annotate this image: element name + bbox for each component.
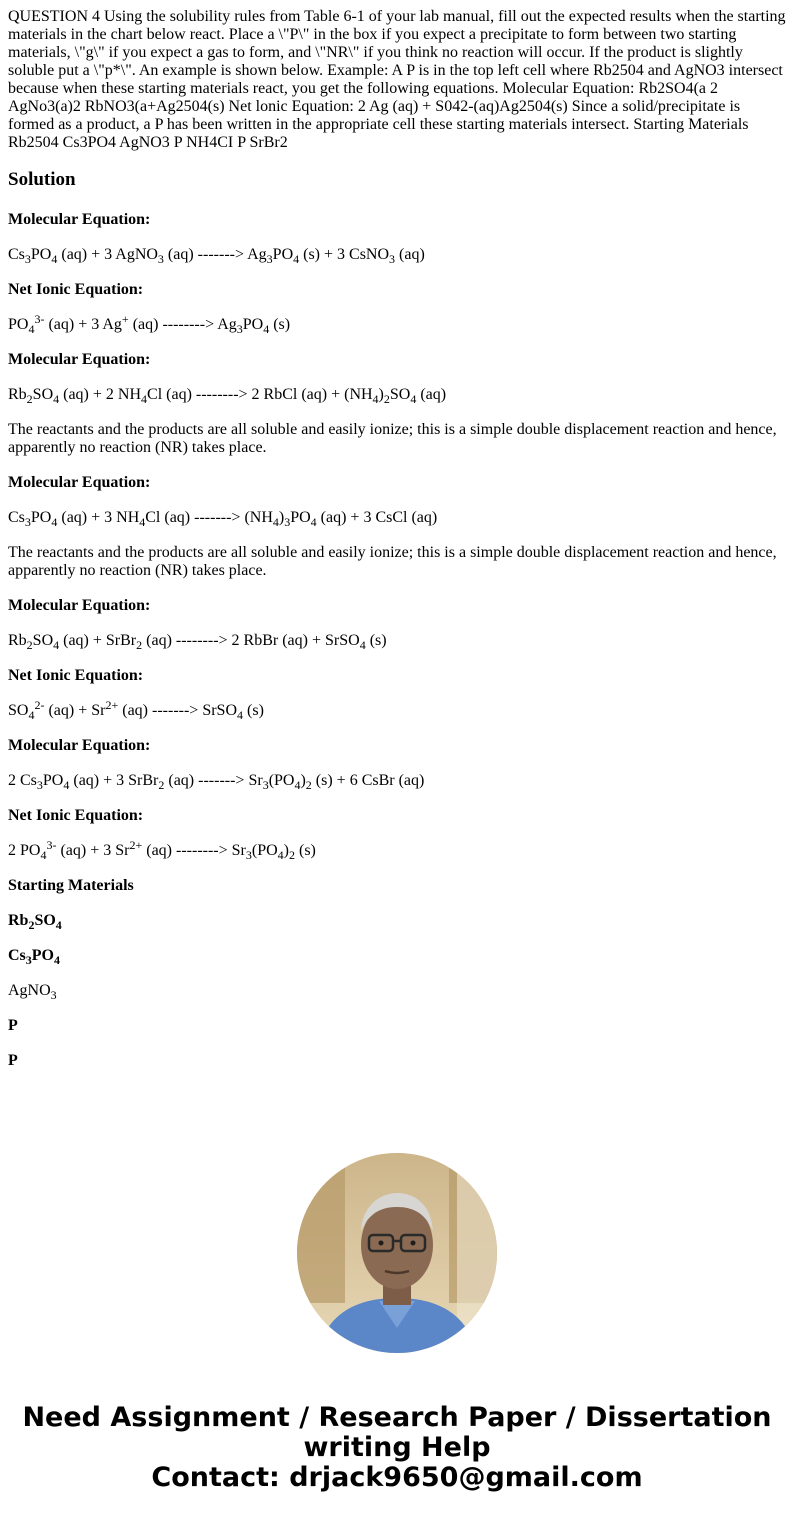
- molecular-equation-4: $Rb_2SO_4$ (aq) + SrBr$_2$ (aq) --------> 2 RbBr (aq) + SrSO$_4$ (s): [8, 632, 387, 652]
- material-agno3: AgNO$_3$: [8, 982, 57, 1002]
- molecular-equation-5: 2 $Cs_3PO_4$ (aq) + 3 SrBr$_2$ (aq) -------> $Sr_3(PO_4)_2$ (s) + 6 CsBr (aq): [8, 772, 425, 792]
- net-ionic-equation-label: Net Ionic Equation:: [8, 667, 144, 684]
- net-ionic-equation-1: $PO_4^{3-}$ (aq) + 3 Ag+ (aq) --------> $Ag_3PO_4$ (s): [8, 312, 291, 336]
- question-text: QUESTION 4 Using the solubility rules from Table 6-1 of your lab manual, fill out the expected results when the starting materials in the chart below react. Place a \"P\" in the box if you expect a precipitate to form between two starting materials, \"g\" if you expect a gas to form, and \"NR\" if you think no reaction will occur. If the product is slightly soluble put a \"p*\". An example is shown below. Example: A P is in the top left cell where Rb2504 and AgNO3 intersect because when these starting materials react, you get the following equations. Molecular Equation: Rb2SO4(a 2 AgNo3(a)2 RbNO3(a+Ag2504(s) Net lonic Equation: 2 Ag (aq) + S042-(aq)Ag2504(s) Since a solid/precipitate is formed as a product, a P has been written in the appropriate cell these starting materials intersect. Starting Materials Rb2504 Cs3PO4 AgNO3 P NH4CI P SrBr2: [8, 8, 786, 151]
- material-rb2so4: $Rb_2SO_4$: [8, 912, 62, 932]
- footer-line-2: writing Help: [303, 1432, 491, 1463]
- molecular-equation-2: $Rb_2SO_4$ (aq) + 2 $NH_4Cl$ (aq) --------> 2 RbCl $(aq) + (NH_4)_2SO_4$ (aq): [8, 386, 447, 406]
- author-avatar: [297, 1153, 497, 1353]
- footer-advert: [0, 1403, 794, 1493]
- starting-materials-label: Starting Materials: [8, 877, 134, 894]
- material-p-2: P: [8, 1052, 18, 1069]
- molecular-equation-3: $Cs_3PO_4$ (aq) + 3 $NH_4Cl$ (aq) -------> $(NH_4)_3PO_4$ (aq) + 3 CsCl (aq): [8, 509, 438, 529]
- solution-heading: Solution: [8, 169, 76, 190]
- footer-contact: Contact: drjack9650@gmail.com: [151, 1462, 643, 1493]
- net-ionic-equation-label: Net Ionic Equation:: [8, 807, 144, 824]
- person-photo-icon: [297, 1153, 497, 1353]
- net-ionic-equation-4: $SO_4^{2-}$ $(aq) + Sr^{2+}$ (aq) -------> SrSO$_4$ (s): [8, 698, 264, 722]
- material-p-1: P: [8, 1017, 18, 1034]
- material-cs3po4: $Cs_3PO_4$: [8, 947, 60, 967]
- no-reaction-note: The reactants and the products are all soluble and easily ionize; this is a simple double displacement reaction and hence, apparently no reaction (NR) takes place.: [8, 421, 777, 456]
- molecular-equation-label: Molecular Equation:: [8, 737, 151, 754]
- molecular-equation-1: $Cs_3PO_4$ (aq) + 3 AgNO$_3$ (aq) -------> $Ag_3PO_4$ (s) + 3 CsNO$_3$ (aq): [8, 246, 425, 266]
- molecular-equation-label: Molecular Equation:: [8, 211, 151, 228]
- net-ionic-equation-label: Net Ionic Equation:: [8, 281, 144, 298]
- no-reaction-note: The reactants and the products are all soluble and easily ionize; this is a simple double displacement reaction and hence, apparently no reaction (NR) takes place.: [8, 544, 777, 579]
- molecular-equation-label: Molecular Equation:: [8, 597, 151, 614]
- molecular-equation-label: Molecular Equation:: [8, 474, 151, 491]
- footer-line-1: Need Assignment / Research Paper / Dissertation: [22, 1402, 772, 1433]
- net-ionic-equation-5: 2 $PO_4^{3-}$ (aq) + 3 $Sr^{2+}$ (aq) --------> $Sr_3(PO_4)_2$ (s): [8, 838, 316, 862]
- molecular-equation-label: Molecular Equation:: [8, 351, 151, 368]
